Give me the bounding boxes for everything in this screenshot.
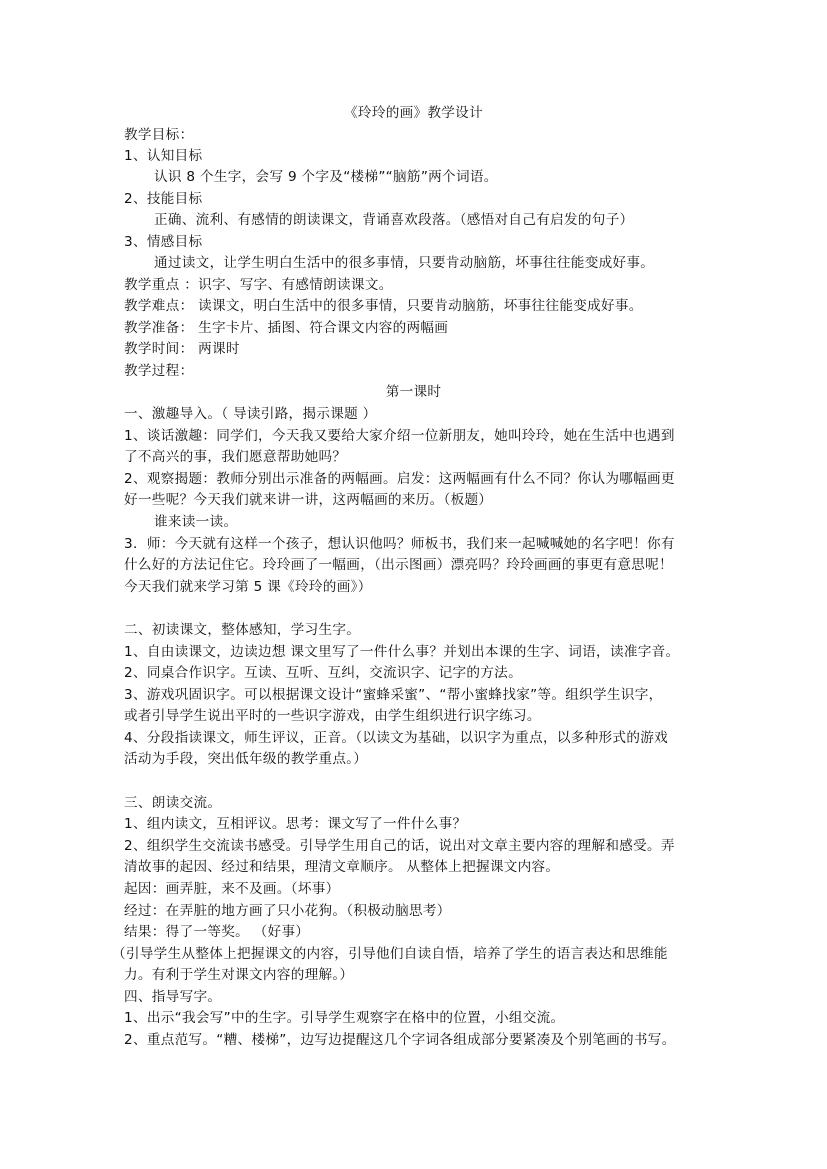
text-line: 教学目标： <box>124 127 194 143</box>
text-line: 经过：在弄脏的地方画了只小花狗。（积极动脑思考） <box>124 903 451 919</box>
text-line: 活动为手段，突出低年级的教学重点。） <box>124 751 368 767</box>
text-line: 谁来读一读。 <box>154 514 238 530</box>
text-line: 认识 8 个生字，会写 9 个字及“楼梯”“脑筋”两个词语。 <box>154 169 498 185</box>
text-line: 一、激趣导入。（ 导读引路，揭示课题 ） <box>124 406 377 422</box>
text-line: 4、分段指读课文，师生评议，正音。（以读文为基础，以识字为重点，以多种形式的游戏 <box>124 730 669 746</box>
text-line: 什么好的方法记住它。玲玲画了一幅画，（出示图画）漂亮吗？玲玲画画的事更有意思呢！ <box>124 557 673 573</box>
text-line: 了不高兴的事，我们愿意帮助她吗？ <box>124 449 347 465</box>
text-line: 3、游戏巩固识字。可以根据课文设计“蜜蜂采蜜”、“帮小蜜蜂找家”等。组织学生识字， <box>124 687 663 703</box>
text-line: 1、出示“我会写”中的生字。引导学生观察字在格中的位置，小组交流。 <box>124 1010 565 1026</box>
text-line: 教学重点 ：识字、写字、有感情朗读课文。 <box>124 277 393 293</box>
section-heading: 第一课时 <box>385 384 442 400</box>
text-line: 3．师：今天就有这样一个孩子，想认识他吗？师板书，我们来一起喊喊她的名字吧！你有 <box>124 536 675 552</box>
text-line: 结果：得了一等奖。 （好事） <box>124 924 310 940</box>
text-line: 正确、流利、有感情的朗读课文，背诵喜欢段落。（感悟对自己有启发的句子） <box>154 212 634 228</box>
text-line: 今天我们就来学习第 5 课《玲玲的画》） <box>124 579 372 595</box>
text-line: 3、情感目标 <box>124 234 203 250</box>
text-line: 好一些呢？今天我们就来讲一讲，这两幅画的来历。（板题） <box>124 492 493 508</box>
text-line: 通过读文，让学生明白生活中的很多事情，只要肯动脑筋，坏事往往能变成好事。 <box>154 255 655 271</box>
text-line: 教学过程： <box>124 363 194 379</box>
text-line: 2、观察揭题：教师分别出示准备的两幅画。启发：这两幅画有什么不同？你认为哪幅画更 <box>124 471 675 487</box>
text-line: 清故事的起因、经过和结果，理清文章顺序。 从整体上把握课文内容。 <box>124 859 560 875</box>
text-line: 二、初读课文，整体感知，学习生字。 <box>124 622 361 638</box>
text-line: 2、重点范写。“糟、楼梯”，边写边提醒这几个字词各组成部分要紧凑及个别笔画的书写。 <box>124 1032 676 1048</box>
text-line: 三、朗读交流。 <box>124 795 222 811</box>
text-line: 教学准备： 生字卡片、插图、符合课文内容的两幅画 <box>124 320 449 336</box>
text-line: 四、指导写字。 <box>124 989 222 1005</box>
text-line: 2、技能目标 <box>124 191 203 207</box>
text-line: 起因：画弄脏，来不及画。（坏事） <box>124 881 340 897</box>
text-line: 2、同桌合作识字。互读、互听、互纠，交流识字、记字的方法。 <box>124 665 522 681</box>
text-line: （引导学生从整体上把握课文的内容，引导他们自读自悟，培养了学生的语言表达和思维能 <box>112 946 668 962</box>
text-line: 1、自由读课文，边读边想 课文里写了一件什么事？并划出本课的生字、词语，读准字音。 <box>124 644 680 660</box>
text-line: 1、组内读文，互相评议。思考：课文写了一件什么事？ <box>124 816 467 832</box>
text-line: 或者引导学生说出平时的一些识字游戏，由学生组织进行识字练习。 <box>124 708 541 724</box>
text-line: 教学时间： 两课时 <box>124 341 240 357</box>
document-title: 《玲玲的画》教学设计 <box>344 105 483 121</box>
text-line: 1、谈话激趣：同学们，今天我又要给大家介绍一位新朋友，她叫玲玲，她在生活中也遇到 <box>124 428 675 444</box>
text-line: 教学难点： 读课文，明白生活中的很多事情，只要肯动脑筋，坏事往往能变成好事。 <box>124 298 643 314</box>
text-line: 力。有利于学生对课文内容的理解。） <box>124 967 354 983</box>
text-line: 1、认知目标 <box>124 148 203 164</box>
text-line: 2、组织学生交流读书感受。引导学生用自己的话，说出对文章主要内容的理解和感受。弄 <box>124 838 675 854</box>
